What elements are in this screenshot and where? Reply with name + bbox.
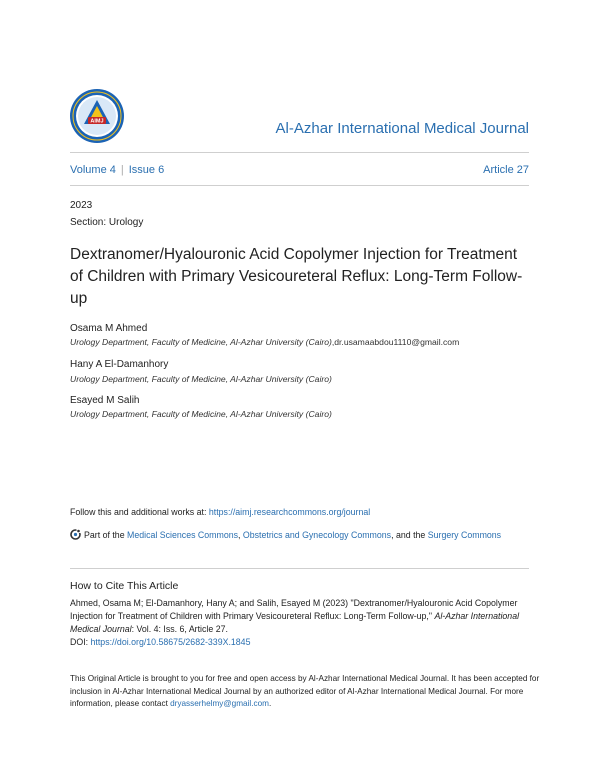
author-affiliation: Urology Department, Faculty of Medicine, Al-Azhar University (Cairo) [70, 374, 332, 384]
publication-year: 2023 [70, 200, 93, 211]
commons-icon [70, 529, 81, 545]
author-name: Hany A El-Damanhory [70, 359, 169, 370]
journal-logo [69, 88, 125, 144]
volume-link[interactable]: Volume 4 [70, 164, 116, 176]
repository-link[interactable]: https://aimj.researchcommons.org/journal [208, 507, 371, 517]
doi-link[interactable]: https://doi.org/10.58675/2682-339X.1845 [90, 637, 251, 647]
author-name: Osama M Ahmed [70, 323, 148, 334]
author-affiliation: Urology Department, Faculty of Medicine, Al-Azhar University (Cairo) [70, 409, 332, 419]
medical-sciences-commons-link[interactable]: Medical Sciences Commons [127, 530, 239, 540]
cite-divider [70, 568, 529, 569]
contact-email-link[interactable]: dryasserhelmy@gmail.com [170, 699, 269, 708]
follow-line: Follow this and additional works at: https://aimj.researchcommons.org/journal [70, 507, 371, 517]
surgery-commons-link[interactable]: Surgery Commons [427, 530, 502, 540]
article-title: Dextranomer/Hyalouronic Acid Copolymer Injection for Treatment of Children with Primary Vesicoureteral Reflux: Long-Term Follow-up [70, 246, 523, 307]
citation-text: Ahmed, Osama M; El-Damanhory, Hany A; and Salih, Esayed M (2023) "Dextranomer/Hyalouronic Acid Copolymer Injection for Treatment of Children with Primary Vesicoureteral Reflux: Long-Term Follow-up," Al-Azhar International Medical Journal: Vol. 4: Iss. 6, Article 27. DOI: https://doi.org/10.58675/2682-339X.1845 [70, 598, 520, 647]
author-affiliation: Urology Department, Faculty of Medicine, Al-Azhar University (Cairo),dr.usamaabdou1110@gmail.com [70, 337, 460, 347]
obgyn-commons-link[interactable]: Obstetrics and Gynecology Commons [242, 530, 392, 540]
header-divider [70, 152, 529, 153]
separator: | [120, 164, 124, 176]
logo-text: AIMJ [90, 118, 104, 125]
volume-issue [70, 164, 164, 176]
author-name: Esayed M Salih [70, 395, 140, 406]
issue-link[interactable]: Issue 6 [128, 164, 165, 176]
journal-title[interactable]: Al-Azhar International Medical Journal [275, 120, 529, 137]
access-notice: This Original Article is brought to you for free and open access by Al-Azhar International Medical Journal. It has been accepted for inclusion in Al-Azhar International Medical Journal by an authorized editor of Al-Azhar International Medical Journal. For more information, please contact dryasserhelmy@gmail.com. [70, 674, 540, 708]
issue-divider [70, 185, 529, 186]
article-number[interactable]: Article 27 [483, 164, 529, 176]
cite-heading: How to Cite This Article [70, 580, 179, 592]
section-label: Section: Urology [70, 217, 144, 228]
part-of-line: Part of the Medical Sciences Commons, Obstetrics and Gynecology Commons, and the Surgery Commons [70, 527, 540, 545]
